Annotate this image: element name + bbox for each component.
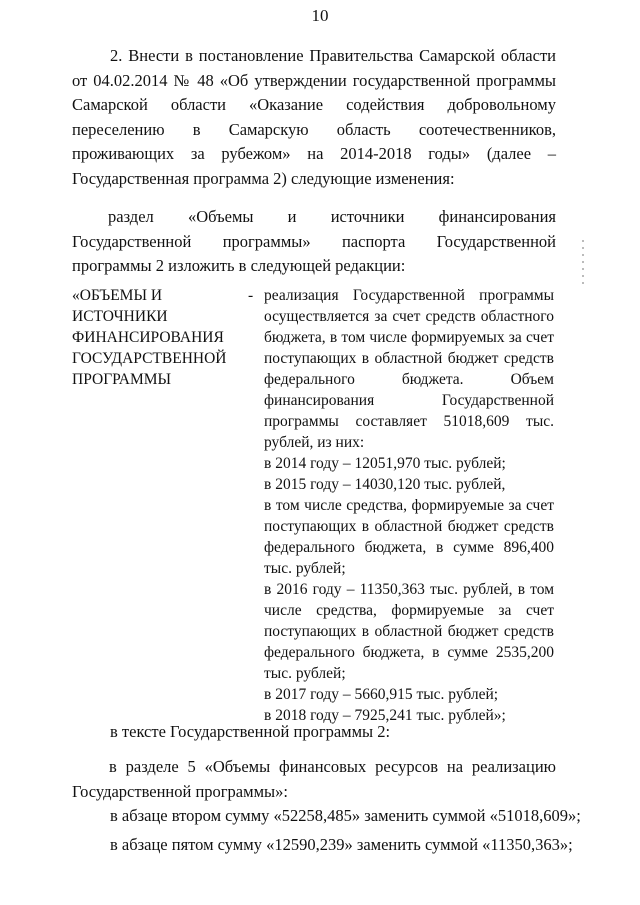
edit-second-paragraph-line: в абзаце втором сумму «52258,485» заменить суммой «51018,609»; [110, 806, 581, 825]
passport-line-2015: в 2015 году – 14030,120 тыс. рублей, [264, 476, 506, 493]
section-intro-paragraph: раздел «Объемы и источники финансирования Государственной программы» паспорта Государственной программы 2 изложить в следующей редакции: [72, 207, 556, 276]
section5-paragraph: в разделе 5 «Объемы финансовых ресурсов на реализацию Государственной программы»: [72, 757, 556, 801]
edit-fifth-paragraph-line: в абзаце пятом сумму «12590,239» заменить суммой «11350,363»; [110, 835, 573, 854]
passport-line-2018: в 2018 году – 7925,241 тыс. рублей»; [264, 707, 506, 724]
intro-paragraph: 2. Внести в постановление Правительства Самарской области от 04.02.2014 № 48 «Об утверждении государственной программы Самарской области «Оказание содействия добровольному переселению в Самарскую область соотечественников, проживающих за рубежом» на 2014-2018 годы» (далее – Государственная программа 2) следующие изменения: [72, 46, 556, 188]
passport-label: «ОБЪЕМЫ И ИСТОЧНИКИ ФИНАНСИРОВАНИЯ ГОСУДАРСТВЕННОЙ ПРОГРАММЫ [72, 287, 227, 388]
passport-line-2015-federal: в том числе средства, формируемые за счет поступающих в областной бюджет средств федерального бюджета, в сумме 896,400 тыс. рублей; [264, 497, 554, 577]
passport-dash: - [248, 287, 254, 304]
passport-line-general: реализация Государственной программы осуществляется за счет средств областного бюджета, в том числе формируемых за счет поступающих в областной бюджет средств федерального бюджета. Объем финансирования Государственной программы составляет 51018,609 тыс. рублей, из них: [264, 287, 554, 451]
text-intro-line: в тексте Государственной программы 2: [110, 722, 391, 741]
passport-line-2014: в 2014 году – 12051,970 тыс. рублей; [264, 455, 506, 472]
margin-mark [582, 240, 584, 285]
passport-body [264, 285, 554, 726]
page-number: 10 [311, 6, 329, 25]
passport-line-2016: в 2016 году – 11350,363 тыс. рублей, в том числе средства, формируемые за счет поступающих в областной бюджет средств федерального бюджета, в сумме 2535,200 тыс. рублей; [264, 581, 554, 682]
passport-line-2017: в 2017 году – 5660,915 тыс. рублей; [264, 686, 499, 703]
